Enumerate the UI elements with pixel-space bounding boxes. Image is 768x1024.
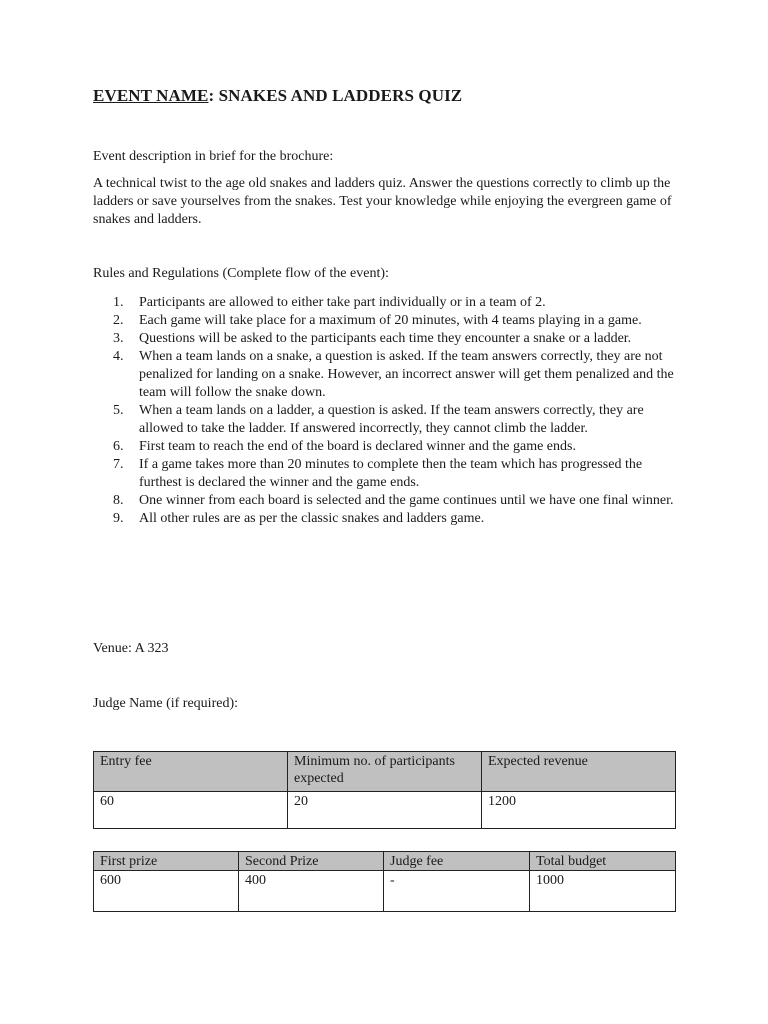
table-header-cell: Judge fee: [384, 852, 530, 871]
description-label: Event description in brief for the brochure:: [93, 149, 334, 164]
rule-item: [93, 402, 675, 438]
table-header-cell: Second Prize: [239, 852, 384, 871]
rule-item: [93, 294, 675, 312]
rule-text: All other rules are as per the classic snakes and ladders game.: [139, 511, 485, 526]
table-cell: 400: [239, 871, 384, 912]
table-cell: 20: [288, 792, 482, 829]
rule-item: [93, 492, 675, 510]
table-cell: 1200: [482, 792, 676, 829]
table-row: [94, 792, 676, 829]
table-header-cell: Minimum no. of participants expected: [288, 752, 482, 792]
rule-text: Each game will take place for a maximum of 20 minutes, with 4 teams playing in a game.: [139, 313, 642, 328]
rule-text: When a team lands on a ladder, a question is asked. If the team answers correctly, they are allowed to take the ladder. If answered incorrectly, they cannot climb the ladder.: [139, 403, 644, 436]
rule-number: 9.: [113, 511, 124, 526]
table-header-row: [94, 852, 676, 871]
rule-item: [93, 438, 675, 456]
rule-number: 6.: [113, 439, 124, 454]
event-name-value: SNAKES AND LADDERS QUIZ: [218, 86, 463, 105]
table-header-cell: Total budget: [530, 852, 676, 871]
rule-item: [93, 348, 675, 402]
table-cell: 600: [94, 871, 239, 912]
event-title: [93, 86, 462, 106]
event-name-label: EVENT NAME: [93, 86, 209, 105]
rule-number: 4.: [113, 349, 124, 364]
rules-list: [93, 294, 675, 528]
table-cell: 1000: [530, 871, 676, 912]
table-header-cell: First prize: [94, 852, 239, 871]
rule-number: 1.: [113, 295, 124, 310]
rule-item: [93, 510, 675, 528]
table-cell: -: [384, 871, 530, 912]
table-cell: 60: [94, 792, 288, 829]
description-text: A technical twist to the age old snakes and ladders quiz. Answer the questions correctly to climb up the ladders or save yourselves from the snakes. Test your knowledge while enjoying the evergreen game of snakes and ladders.: [93, 176, 672, 227]
rule-text: First team to reach the end of the board is declared winner and the game ends.: [139, 439, 576, 454]
rule-text: If a game takes more than 20 minutes to complete then the team which has progressed the furthest is declared the winner and the game ends.: [139, 457, 643, 490]
table-row: [94, 871, 676, 912]
table-header-row: [94, 752, 676, 792]
venue-text: Venue: A 323: [93, 641, 169, 656]
event-name-colon: :: [208, 86, 215, 105]
rule-text: Participants are allowed to either take part individually or in a team of 2.: [139, 295, 546, 310]
rule-number: 5.: [113, 403, 124, 418]
judge-name-label: Judge Name (if required):: [93, 696, 238, 711]
rule-number: 8.: [113, 493, 124, 508]
rule-text: When a team lands on a snake, a question is asked. If the team answers correctly, they are not penalized for landing on a snake. However, an incorrect answer will get them penalized and the team will follow the snake down.: [139, 349, 674, 400]
budget-table: [93, 851, 676, 912]
rules-label: Rules and Regulations (Complete flow of the event):: [93, 266, 389, 281]
rule-text: Questions will be asked to the participants each time they encounter a snake or a ladder.: [139, 331, 632, 346]
rule-item: [93, 312, 675, 330]
rule-item: [93, 456, 675, 492]
rule-text: One winner from each board is selected and the game continues until we have one final winner.: [139, 493, 674, 508]
revenue-table: [93, 751, 676, 829]
rule-number: 7.: [113, 457, 124, 472]
table-header-cell: Expected revenue: [482, 752, 676, 792]
rule-number: 2.: [113, 313, 124, 328]
rule-number: 3.: [113, 331, 124, 346]
table-header-cell: Entry fee: [94, 752, 288, 792]
rule-item: [93, 330, 675, 348]
